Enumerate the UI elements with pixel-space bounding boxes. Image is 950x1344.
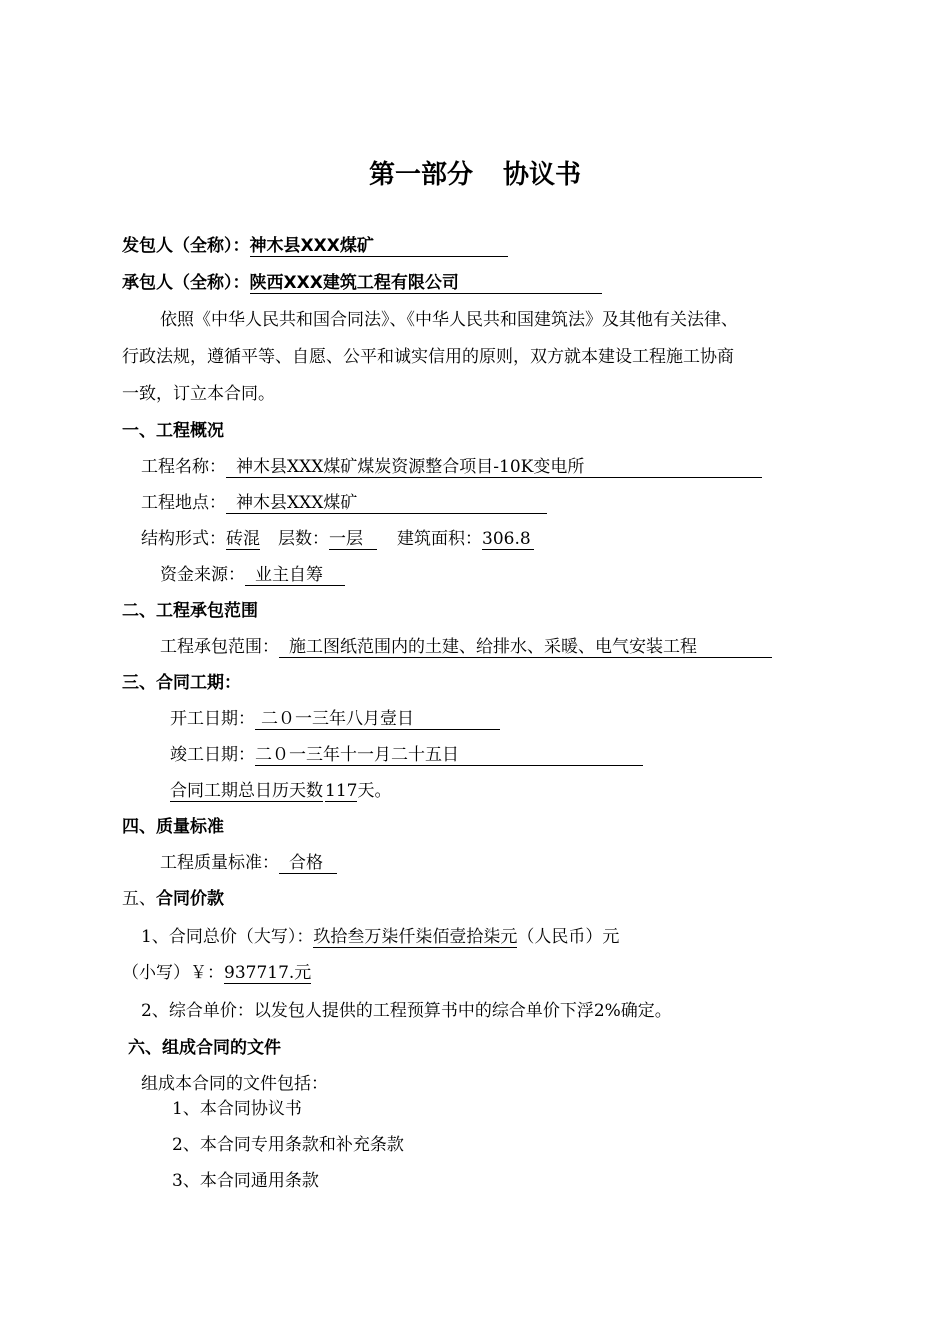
section-6-heading: 六、组成合同的文件 <box>128 1038 281 1058</box>
duration-label: 合同工期总日历天数 <box>170 781 323 801</box>
contractor-line <box>122 273 602 294</box>
page-title <box>0 158 950 192</box>
price-total-line <box>141 927 619 948</box>
intro-line-2: 行政法规，遵循平等、自愿、公平和诚实信用的原则，双方就本建设工程施工协商 <box>122 347 734 367</box>
funding-value: 业主自筹 <box>245 565 345 586</box>
end-date-value: 二０一三年十一月二十五日 <box>255 745 643 766</box>
employer-line <box>122 236 508 257</box>
structure-value: 砖混 <box>226 529 260 549</box>
docs-intro: 组成本合同的文件包括： <box>141 1074 328 1094</box>
project-location-label: 工程地点： <box>141 493 226 513</box>
project-name-value: 神木县XXX煤矿煤炭资源整合项目-10K变电所 <box>226 457 762 478</box>
section-1-heading: 一、工程概况 <box>122 421 224 441</box>
section-3-heading: 三、合同工期： <box>122 673 241 693</box>
scope-line <box>160 637 772 658</box>
structure-line <box>141 529 534 550</box>
quality-label: 工程质量标准： <box>160 853 279 873</box>
area-value: 306.8 <box>482 529 534 550</box>
price-small-line <box>122 963 311 984</box>
price-small-label: （小写）￥： <box>122 963 224 983</box>
scope-value: 施工图纸范围内的土建、给排水、采暖、电气安装工程 <box>279 637 772 658</box>
price-total-unit: （人民币）元 <box>517 927 620 947</box>
duration-line <box>170 781 391 802</box>
quality-value: 合格 <box>279 853 337 874</box>
structure-label: 结构形式： <box>141 529 226 549</box>
employer-name: 神木县XXX煤矿 <box>250 236 508 257</box>
intro-line-3: 一致，订立本合同。 <box>122 384 275 404</box>
section-5-heading <box>122 889 224 909</box>
start-date-value: 二０一三年八月壹日 <box>255 709 500 730</box>
duration-unit: 天。 <box>357 781 392 801</box>
start-date-line <box>170 709 500 730</box>
project-name-label: 工程名称： <box>141 457 226 477</box>
section-5-title: 合同价款 <box>156 889 224 909</box>
section-5-number: 五、 <box>122 889 156 909</box>
project-name-line <box>141 457 762 478</box>
area-label: 建筑面积： <box>397 529 482 549</box>
quality-line <box>160 853 337 874</box>
contractor-name: 陕西XXX建筑工程有限公司 <box>250 273 602 294</box>
floors-value: 一层 <box>329 529 377 550</box>
floors-label: 层数： <box>278 529 329 549</box>
end-date-label: 竣工日期： <box>170 745 255 765</box>
employer-label: 发包人（全称）： <box>122 236 250 256</box>
docs-list-item: 2、本合同专用条款和补充条款 <box>172 1135 404 1155</box>
end-date-line <box>170 745 643 766</box>
start-date-label: 开工日期： <box>170 709 255 729</box>
price-small-value: 937717.元 <box>224 963 312 983</box>
section-2-heading: 二、工程承包范围 <box>122 601 258 621</box>
price-total-words: 玖拾叁万柒仟柒佰壹拾柒元 <box>313 927 518 947</box>
docs-list-item: 1、本合同协议书 <box>172 1099 302 1119</box>
title-part: 第一部分 <box>368 160 473 190</box>
unit-price-line: 2、综合单价：以发包人提供的工程预算书中的综合单价下浮2%确定。 <box>141 1001 672 1021</box>
section-4-heading: 四、质量标准 <box>122 817 224 837</box>
funding-line <box>160 565 345 586</box>
funding-label: 资金来源： <box>160 565 245 585</box>
docs-list-item: 3、本合同通用条款 <box>172 1171 319 1191</box>
duration-value: 117 <box>325 781 358 801</box>
contractor-label: 承包人（全称）： <box>122 273 250 293</box>
project-location-line <box>141 493 547 514</box>
scope-label: 工程承包范围： <box>160 637 279 657</box>
intro-line-1: 依照《中华人民共和国合同法》、《中华人民共和国建筑法》及其他有关法律、 <box>160 310 738 330</box>
price-total-label: 1、合同总价（大写）： <box>141 927 314 947</box>
title-name: 协议书 <box>503 160 582 190</box>
project-location-value: 神木县XXX煤矿 <box>226 493 547 514</box>
